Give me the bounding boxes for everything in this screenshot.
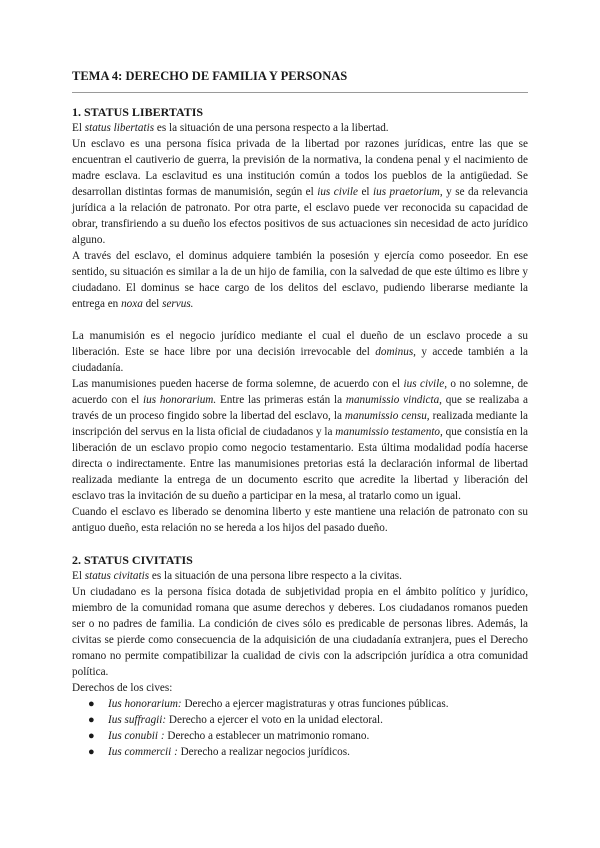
bullet-icon: ● — [88, 698, 95, 710]
list-item: ● Ius suffragii: Derecho a ejercer el voto en la unidad electoral. — [88, 714, 383, 726]
paragraph: La manumisión es el negocio jurídico mediante el cual el dueño de un esclavo procede a su liberación. Este se hace libre por una decisión irrevocable del dominus, y accede también a la ciudadanía. — [72, 330, 528, 374]
rights-list — [72, 696, 528, 760]
section-heading-status-civitatis: 2. STATUS CIVITATIS — [72, 553, 193, 567]
paragraph: Cuando el esclavo es liberado se denomina liberto y este mantiene una relación de patronato con su antiguo dueño, esta relación no se hereda a los hijos del pasado dueño. — [72, 506, 528, 534]
paragraph: Las manumisiones pueden hacerse de forma solemne, de acuerdo con el ius civile, o no solemne, de acuerdo con el ius honorarium. Entre las primeras están la manumissio vindicta, que se realizaba a través de un proceso fingido sobre la libertad del esclavo, la manumissio censu, realizada mediante la inscripción del servus en la lista oficial de ciudadanos y la manumissio testamento, que consistía en la liberación de un esclavo propio como negocio testamentario. Esta última modalidad podía hacerse directa o indirectamente. Entre las manumisiones pretorias está la declaración informal de libertad realizada mediante la entrega de un documento escrito que acredite la libertad y liberación del esclavo tras la invitación de su dueño a participar en la mesa, al tratarlo como un igual. — [72, 378, 529, 502]
list-intro: Derechos de los cives: — [72, 682, 173, 694]
document-title: TEMA 4: DERECHO DE FAMILIA Y PERSONAS — [72, 69, 348, 83]
paragraph: Un esclavo es una persona física privada de la libertad por razones jurídicas, entre las que se encuentran el cautiverio de guerra, la previsión de la normativa, la condena penal y el nacimiento de madre esclava. La esclavitud es una institución común a todos los pueblos de la antigüedad. Se desarrollan distintas formas de manumisión, según el ius civile el ius praetorium, y se da relevancia jurídica a la relación de patronato. Por otra parte, el esclavo puede ver reconocida su capacidad de obrar, transfiriendo a su dueño los efectos positivos de sus actuaciones sin necesidad de acto jurídico alguno. — [72, 138, 529, 246]
list-item: ● Ius conubii : Derecho a establecer un matrimonio romano. — [88, 730, 370, 742]
document-page — [72, 68, 528, 760]
section-spacer — [72, 536, 528, 552]
title-divider — [72, 92, 528, 93]
paragraph: A través del esclavo, el dominus adquiere también la posesión y ejercía como poseedor. En ese sentido, su situación es similar a la de un hijo de familia, con la salvedad de que este último es libre y ciudadano. El dominus se hace cargo de los delitos del esclavo, pudiendo liberarse mediante la entrega en noxa del servus. — [72, 250, 528, 310]
paragraph-spacer — [72, 312, 528, 328]
section-heading-status-libertatis: 1. STATUS LIBERTATIS — [72, 105, 204, 119]
bullet-icon: ● — [88, 746, 95, 758]
paragraph: Un ciudadano es la persona física dotada de subjetividad propia en el ámbito político y jurídico, miembro de la comunidad romana que asume derechos y deberes. Los ciudadanos romanos pueden ser o no padres de familia. La condición de cives sólo es predicable de personas libres. Además, la civitas se pierde como consecuencia de la adquisición de una ciudadanía extranjera, pues el Derecho romano no permite compatibilizar la cualidad de civis con la adscripción jurídica a otra comunidad política. — [72, 586, 528, 678]
paragraph: El status civitatis es la situación de una persona libre respecto a la civitas. — [72, 570, 402, 582]
bullet-icon: ● — [88, 714, 95, 726]
paragraph: El status libertatis es la situación de una persona respecto a la libertad. — [72, 122, 389, 134]
bullet-icon: ● — [88, 730, 95, 742]
list-item: ● Ius honorarium: Derecho a ejercer magistraturas y otras funciones públicas. — [88, 698, 449, 710]
list-item: ● Ius commercii : Derecho a realizar negocios jurídicos. — [88, 746, 350, 758]
